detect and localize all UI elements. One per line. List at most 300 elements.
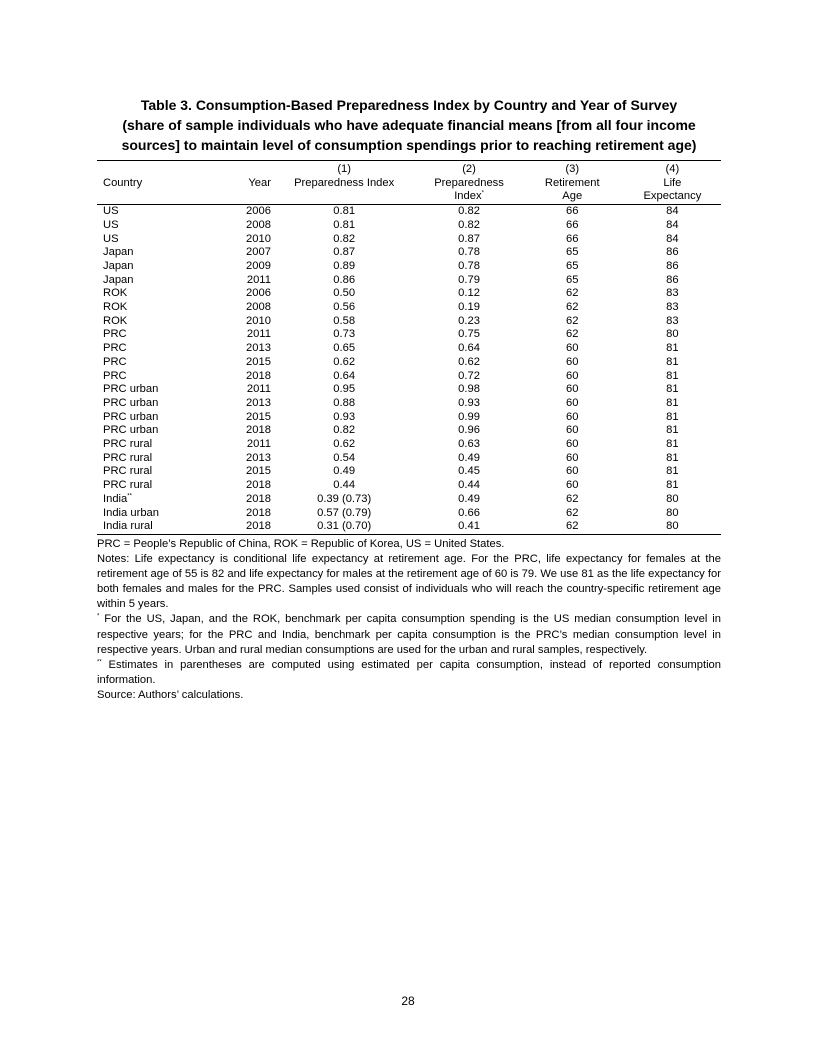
cell-preparedness-index <box>271 493 417 507</box>
cell-life-expectancy <box>624 438 721 452</box>
cell-year-text: 2007 <box>246 246 271 259</box>
cell-preparedness-index-text: 0.89 <box>333 259 356 272</box>
cell-preparedness-index <box>271 370 417 384</box>
cell-preparedness-index-alt-text: 0.96 <box>458 424 480 437</box>
cell-country <box>97 424 218 438</box>
cell-preparedness-index <box>271 301 417 315</box>
cell-life-expectancy <box>624 205 721 219</box>
cell-preparedness-index <box>271 287 417 301</box>
cell-preparedness-index-alt-text: 0.99 <box>458 410 480 423</box>
cell-life-expectancy-text: 81 <box>666 396 679 409</box>
cell-retirement-age <box>521 315 624 329</box>
cell-preparedness-index-text: 0.31 (0.70) <box>317 520 372 533</box>
cell-preparedness-index-alt <box>417 520 520 534</box>
cell-retirement-age-text: 62 <box>566 314 579 327</box>
cell-preparedness-index-alt-text: 0.75 <box>458 328 480 341</box>
cell-preparedness-index-alt <box>417 397 520 411</box>
cell-life-expectancy-text: 84 <box>666 232 679 245</box>
table-row <box>97 493 721 507</box>
cell-preparedness-index-alt-text: 0.87 <box>458 232 480 245</box>
cell-preparedness-index <box>271 383 417 397</box>
cell-life-expectancy <box>624 315 721 329</box>
cell-country <box>97 383 218 397</box>
cell-country-text: PRC urban <box>103 383 159 396</box>
cell-preparedness-index-text: 0.81 <box>333 205 356 218</box>
cell-country-text: Japan <box>103 259 134 272</box>
cell-year-text: 2010 <box>246 314 271 327</box>
cell-country-text: PRC urban <box>103 424 159 437</box>
cell-retirement-age-text: 60 <box>566 396 579 409</box>
cell-preparedness-index-alt <box>417 219 520 233</box>
cell-country <box>97 342 218 356</box>
cell-retirement-age-text: 65 <box>566 246 579 259</box>
table-row <box>97 219 721 233</box>
cell-year-text: 2015 <box>246 355 271 368</box>
cell-preparedness-index <box>271 465 417 479</box>
cell-country <box>97 479 218 493</box>
cell-country <box>97 411 218 425</box>
abbreviations-note: PRC = People’s Republic of China, ROK = Republic of Korea, US = United States. <box>97 537 505 550</box>
table-row <box>97 438 721 452</box>
header-col1-label: Preparedness Index <box>294 176 395 189</box>
header-col2-label-line-1: Preparedness <box>434 176 504 189</box>
cell-preparedness-index <box>271 205 417 219</box>
cell-preparedness-index-alt <box>417 370 520 384</box>
cell-retirement-age <box>521 205 624 219</box>
cell-retirement-age-text: 66 <box>566 205 579 218</box>
header-col3-label-line-1: Retirement <box>544 176 600 189</box>
cell-country-text: ROK <box>103 301 128 314</box>
cell-preparedness-index-alt-text: 0.41 <box>458 520 480 533</box>
header-year: Year <box>248 176 271 189</box>
cell-retirement-age-text: 60 <box>566 342 579 355</box>
cell-life-expectancy <box>624 342 721 356</box>
cell-year-text: 2009 <box>246 259 271 272</box>
table-row <box>97 452 721 466</box>
cell-preparedness-index-text: 0.49 <box>333 465 356 478</box>
cell-year <box>218 520 271 534</box>
cell-preparedness-index-text: 0.56 <box>333 301 356 314</box>
cell-preparedness-index-text: 0.54 <box>333 451 356 464</box>
cell-country-text: PRC rural <box>103 451 153 464</box>
cell-retirement-age-text: 62 <box>566 520 579 533</box>
cell-life-expectancy-text: 81 <box>666 342 679 355</box>
table-row <box>97 205 721 219</box>
cell-life-expectancy-text: 84 <box>666 218 679 231</box>
cell-year <box>218 370 271 384</box>
cell-year <box>218 233 271 247</box>
double-star-mark: ** <box>97 659 102 665</box>
cell-preparedness-index-alt-text: 0.78 <box>458 259 480 272</box>
cell-preparedness-index-text: 0.73 <box>333 328 356 341</box>
cell-country <box>97 452 218 466</box>
header-col3-number: (3) <box>521 161 624 177</box>
header-col1-number: (1) <box>271 161 417 177</box>
cell-country-text: PRC rural <box>103 438 153 451</box>
cell-life-expectancy <box>624 233 721 247</box>
cell-preparedness-index <box>271 342 417 356</box>
cell-retirement-age-text: 60 <box>566 451 579 464</box>
cell-retirement-age <box>521 411 624 425</box>
cell-country <box>97 493 218 507</box>
cell-preparedness-index-text: 0.93 <box>333 410 356 423</box>
cell-life-expectancy-text: 86 <box>666 273 679 286</box>
cell-country <box>97 465 218 479</box>
cell-country-text: PRC urban <box>103 410 159 423</box>
cell-preparedness-index-text: 0.39 (0.73) <box>317 492 372 505</box>
cell-preparedness-index <box>271 219 417 233</box>
cell-retirement-age <box>521 424 624 438</box>
header-year-blank <box>218 161 271 177</box>
preparedness-table <box>97 160 721 535</box>
cell-life-expectancy <box>624 397 721 411</box>
general-notes: Notes: Life expectancy is conditional life expectancy at retirement age. For the PRC, life expectancy for females at the retirement age of 55 is 82 and life expectancy for males at the retirement age of 60 is 79. We use 81 as the life expectancy for both females and males for the PRC. Samples used consist of individuals who will reach the country-specific retirement age within 5 years. <box>97 553 721 611</box>
table-notes <box>97 537 721 703</box>
cell-retirement-age-text: 60 <box>566 383 579 396</box>
cell-preparedness-index <box>271 520 417 534</box>
source-note: Source: Authors’ calculations. <box>97 688 244 701</box>
cell-preparedness-index-text: 0.62 <box>333 438 356 451</box>
cell-year-text: 2018 <box>246 520 271 533</box>
cell-preparedness-index-alt <box>417 315 520 329</box>
cell-retirement-age-text: 62 <box>566 328 579 341</box>
cell-preparedness-index-alt-text: 0.62 <box>458 355 480 368</box>
cell-year <box>218 452 271 466</box>
cell-preparedness-index-alt <box>417 411 520 425</box>
cell-year <box>218 274 271 288</box>
cell-retirement-age <box>521 370 624 384</box>
cell-retirement-age <box>521 383 624 397</box>
page-number: 28 <box>401 994 415 1008</box>
cell-country-text: US <box>103 232 119 245</box>
cell-year-text: 2010 <box>246 232 271 245</box>
cell-life-expectancy <box>624 479 721 493</box>
cell-country <box>97 260 218 274</box>
cell-preparedness-index-alt-text: 0.66 <box>458 506 480 519</box>
cell-preparedness-index-alt <box>417 287 520 301</box>
cell-country <box>97 397 218 411</box>
cell-life-expectancy-text: 86 <box>666 246 679 259</box>
header-country-blank-2 <box>97 190 218 204</box>
cell-retirement-age-text: 65 <box>566 273 579 286</box>
cell-retirement-age-text: 65 <box>566 259 579 272</box>
cell-country <box>97 356 218 370</box>
cell-year-text: 2006 <box>246 287 271 300</box>
cell-year-text: 2011 <box>246 328 271 341</box>
cell-retirement-age-text: 60 <box>566 465 579 478</box>
cell-year <box>218 205 271 219</box>
cell-country <box>97 246 218 260</box>
cell-country-text: PRC rural <box>103 465 153 478</box>
cell-retirement-age <box>521 438 624 452</box>
cell-preparedness-index-alt-text: 0.79 <box>458 273 480 286</box>
cell-preparedness-index <box>271 328 417 342</box>
cell-preparedness-index-alt <box>417 424 520 438</box>
table-row <box>97 260 721 274</box>
cell-year-text: 2015 <box>246 410 271 423</box>
cell-year <box>218 328 271 342</box>
cell-preparedness-index-alt <box>417 465 520 479</box>
cell-life-expectancy-text: 80 <box>666 506 679 519</box>
header-col4-label-line-1: Life <box>663 176 682 189</box>
cell-year-text: 2008 <box>246 218 271 231</box>
cell-preparedness-index-alt <box>417 438 520 452</box>
cell-retirement-age <box>521 287 624 301</box>
table-row <box>97 465 721 479</box>
cell-country <box>97 301 218 315</box>
cell-retirement-age-text: 66 <box>566 218 579 231</box>
cell-preparedness-index-alt-text: 0.64 <box>458 342 480 355</box>
header-col1-blank <box>271 190 417 204</box>
cell-preparedness-index-text: 0.82 <box>333 424 356 437</box>
cell-year-text: 2018 <box>246 506 271 519</box>
cell-year <box>218 411 271 425</box>
cell-country-text: India rural <box>103 520 153 533</box>
cell-country-text: US <box>103 205 119 218</box>
cell-preparedness-index-text: 0.86 <box>333 273 356 286</box>
cell-preparedness-index-alt-text: 0.44 <box>458 479 480 492</box>
cell-year <box>218 356 271 370</box>
cell-preparedness-index-text: 0.65 <box>333 342 356 355</box>
cell-retirement-age <box>521 507 624 521</box>
cell-preparedness-index-alt <box>417 260 520 274</box>
table-body <box>97 205 721 535</box>
cell-year <box>218 397 271 411</box>
header-row-3 <box>97 190 721 204</box>
cell-year-text: 2008 <box>246 301 271 314</box>
cell-country-text: PRC urban <box>103 396 159 409</box>
cell-preparedness-index-alt-text: 0.49 <box>458 451 480 464</box>
cell-retirement-age <box>521 397 624 411</box>
cell-life-expectancy <box>624 520 721 534</box>
cell-retirement-age <box>521 274 624 288</box>
table-row <box>97 246 721 260</box>
cell-country-text: Japan <box>103 273 134 286</box>
cell-retirement-age <box>521 260 624 274</box>
cell-life-expectancy-text: 80 <box>666 520 679 533</box>
cell-life-expectancy <box>624 507 721 521</box>
cell-retirement-age <box>521 356 624 370</box>
cell-retirement-age-text: 60 <box>566 369 579 382</box>
cell-preparedness-index-alt <box>417 233 520 247</box>
header-col2-label-text: Index <box>454 190 482 203</box>
cell-preparedness-index-alt-text: 0.49 <box>458 492 480 505</box>
cell-life-expectancy-text: 83 <box>666 287 679 300</box>
cell-preparedness-index-text: 0.82 <box>333 232 356 245</box>
cell-life-expectancy <box>624 370 721 384</box>
cell-preparedness-index-text: 0.57 (0.79) <box>317 506 372 519</box>
table-row <box>97 383 721 397</box>
cell-preparedness-index-alt <box>417 479 520 493</box>
cell-retirement-age <box>521 246 624 260</box>
cell-preparedness-index-alt <box>417 452 520 466</box>
cell-country-text: ROK <box>103 287 128 300</box>
table-row <box>97 287 721 301</box>
header-col3-label-line-2: Age <box>521 190 624 204</box>
cell-life-expectancy-text: 81 <box>666 479 679 492</box>
cell-country <box>97 315 218 329</box>
table-row <box>97 274 721 288</box>
cell-retirement-age <box>521 219 624 233</box>
cell-life-expectancy-text: 81 <box>666 383 679 396</box>
cell-country <box>97 328 218 342</box>
cell-country-text: India <box>103 492 128 505</box>
cell-country <box>97 287 218 301</box>
cell-preparedness-index <box>271 397 417 411</box>
table-row <box>97 397 721 411</box>
cell-retirement-age <box>521 493 624 507</box>
cell-year-text: 2018 <box>246 424 271 437</box>
cell-country <box>97 438 218 452</box>
cell-country <box>97 205 218 219</box>
cell-life-expectancy <box>624 465 721 479</box>
cell-year <box>218 315 271 329</box>
cell-preparedness-index-alt-text: 0.82 <box>458 218 480 231</box>
cell-year <box>218 301 271 315</box>
cell-retirement-age-text: 62 <box>566 506 579 519</box>
double-star-text: Estimates in parentheses are computed using estimated per capita consumption, instead of reported consumption information. <box>97 658 721 686</box>
cell-year-text: 2015 <box>246 465 271 478</box>
cell-preparedness-index-text: 0.58 <box>333 314 356 327</box>
cell-preparedness-index-alt-text: 0.19 <box>458 301 480 314</box>
cell-year <box>218 383 271 397</box>
table-title <box>97 95 721 155</box>
cell-retirement-age-text: 60 <box>566 438 579 451</box>
cell-retirement-age <box>521 301 624 315</box>
cell-preparedness-index <box>271 479 417 493</box>
header-row-1 <box>97 161 721 177</box>
cell-year-text: 2011 <box>246 383 271 396</box>
header-col4-number: (4) <box>624 161 721 177</box>
cell-life-expectancy-text: 86 <box>666 259 679 272</box>
table-row <box>97 342 721 356</box>
cell-preparedness-index-alt <box>417 205 520 219</box>
cell-preparedness-index-alt <box>417 274 520 288</box>
cell-preparedness-index <box>271 246 417 260</box>
cell-year-text: 2011 <box>246 438 271 451</box>
cell-preparedness-index-text: 0.64 <box>333 369 356 382</box>
cell-retirement-age-text: 62 <box>566 287 579 300</box>
cell-preparedness-index <box>271 452 417 466</box>
cell-year <box>218 438 271 452</box>
cell-preparedness-index-text: 0.81 <box>333 218 356 231</box>
cell-life-expectancy <box>624 452 721 466</box>
cell-preparedness-index-alt <box>417 342 520 356</box>
cell-country-text: PRC <box>103 342 127 355</box>
header-col2-footnote-mark: * <box>481 190 484 197</box>
cell-year <box>218 479 271 493</box>
cell-life-expectancy <box>624 493 721 507</box>
cell-retirement-age-text: 62 <box>566 301 579 314</box>
cell-life-expectancy-text: 84 <box>666 205 679 218</box>
cell-preparedness-index <box>271 315 417 329</box>
cell-life-expectancy <box>624 274 721 288</box>
cell-year <box>218 246 271 260</box>
cell-life-expectancy-text: 80 <box>666 492 679 505</box>
table-row <box>97 301 721 315</box>
cell-preparedness-index-alt-text: 0.78 <box>458 246 480 259</box>
single-star-text: For the US, Japan, and the ROK, benchmark per capita consumption spending is the US median consumption level in respective years; for the PRC and India, benchmark per capita consumption is the PRC’s median consumption level in respective years. Urban and rural median consumptions are used for the urban and rural samples, respectively. <box>97 613 721 656</box>
cell-preparedness-index <box>271 424 417 438</box>
cell-preparedness-index-alt-text: 0.12 <box>458 287 480 300</box>
cell-preparedness-index <box>271 233 417 247</box>
table-title-line-1: Table 3. Consumption-Based Preparedness Index by Country and Year of Survey <box>140 97 678 113</box>
cell-year <box>218 424 271 438</box>
table-header <box>97 161 721 205</box>
cell-preparedness-index <box>271 411 417 425</box>
cell-year <box>218 287 271 301</box>
table-title-line-3: sources] to maintain level of consumption spendings prior to reaching retirement age) <box>121 137 697 153</box>
single-star-mark: * <box>97 613 100 620</box>
cell-preparedness-index-text: 0.88 <box>333 396 356 409</box>
cell-preparedness-index-alt-text: 0.82 <box>458 205 480 218</box>
cell-country-text: PRC rural <box>103 479 153 492</box>
cell-retirement-age-text: 60 <box>566 410 579 423</box>
cell-life-expectancy <box>624 424 721 438</box>
cell-life-expectancy <box>624 301 721 315</box>
cell-country-text: PRC <box>103 355 127 368</box>
cell-preparedness-index-alt <box>417 356 520 370</box>
cell-country <box>97 507 218 521</box>
cell-country <box>97 520 218 534</box>
header-col2-number: (2) <box>417 161 520 177</box>
cell-year-text: 2013 <box>246 342 271 355</box>
cell-country-text: India urban <box>103 506 159 519</box>
cell-retirement-age <box>521 465 624 479</box>
cell-life-expectancy-text: 81 <box>666 465 679 478</box>
cell-year <box>218 465 271 479</box>
cell-life-expectancy <box>624 328 721 342</box>
cell-preparedness-index-alt <box>417 493 520 507</box>
cell-country <box>97 370 218 384</box>
table-row <box>97 411 721 425</box>
cell-country <box>97 274 218 288</box>
header-col2-label-line-2 <box>417 190 520 204</box>
header-country: Country <box>103 176 143 189</box>
cell-preparedness-index <box>271 507 417 521</box>
cell-preparedness-index-alt-text: 0.72 <box>458 369 480 382</box>
table-row <box>97 356 721 370</box>
cell-life-expectancy-text: 81 <box>666 369 679 382</box>
cell-life-expectancy-text: 80 <box>666 328 679 341</box>
cell-year-text: 2018 <box>246 369 271 382</box>
cell-life-expectancy <box>624 246 721 260</box>
document-page <box>97 95 721 703</box>
cell-preparedness-index-alt-text: 0.93 <box>458 396 480 409</box>
cell-preparedness-index <box>271 274 417 288</box>
cell-life-expectancy-text: 81 <box>666 451 679 464</box>
cell-preparedness-index <box>271 438 417 452</box>
cell-preparedness-index-alt <box>417 328 520 342</box>
cell-year <box>218 260 271 274</box>
cell-life-expectancy <box>624 219 721 233</box>
cell-country-text: US <box>103 218 119 231</box>
cell-life-expectancy-text: 81 <box>666 355 679 368</box>
table-row <box>97 424 721 438</box>
table-row <box>97 315 721 329</box>
cell-life-expectancy-text: 83 <box>666 301 679 314</box>
cell-preparedness-index-alt <box>417 507 520 521</box>
header-col4-label-line-2: Expectancy <box>624 190 721 204</box>
cell-retirement-age-text: 62 <box>566 492 579 505</box>
cell-life-expectancy-text: 81 <box>666 424 679 437</box>
header-year-blank-2 <box>218 190 271 204</box>
cell-preparedness-index <box>271 260 417 274</box>
cell-preparedness-index-text: 0.87 <box>333 246 356 259</box>
cell-preparedness-index-text: 0.95 <box>333 383 356 396</box>
cell-life-expectancy-text: 83 <box>666 314 679 327</box>
cell-life-expectancy-text: 81 <box>666 410 679 423</box>
